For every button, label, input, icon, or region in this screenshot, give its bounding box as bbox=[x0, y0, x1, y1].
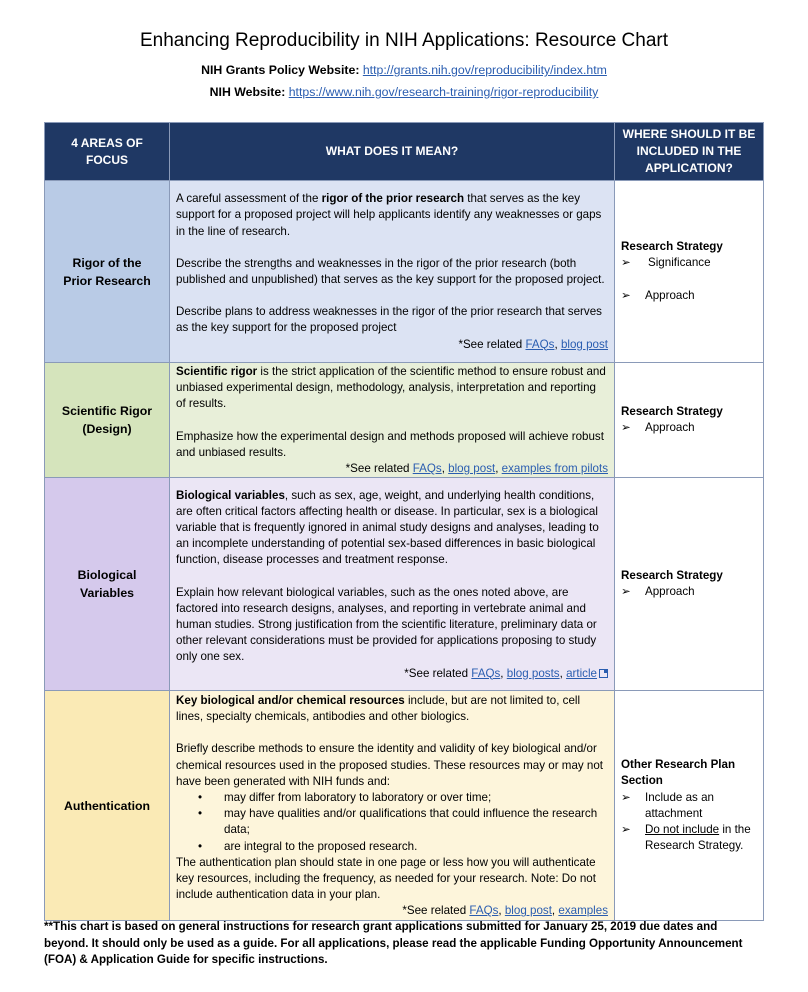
desc-authentication bbox=[170, 691, 615, 921]
list-item bbox=[176, 806, 608, 838]
where-section-title: Other Research Plan Section bbox=[621, 758, 736, 788]
bold-term: rigor of the prior research bbox=[321, 192, 465, 206]
bold-term: Key biological and/or chemical resources bbox=[176, 693, 405, 707]
see-related: *See related FAQs, blog posts, article bbox=[176, 666, 608, 682]
desc-paragraph: Describe plans to address weaknesses in the rigor of the prior research that serves as the key support for the proposed project bbox=[176, 305, 602, 335]
see-prefix: *See related bbox=[458, 337, 526, 351]
where-section-title: Research Strategy bbox=[621, 569, 723, 583]
desc-paragraph: The authentication plan should state in one page or less how you will authenticate key resources, including the frequency, as needed for your research. Note: Do not include authentication data in your plan. bbox=[176, 855, 596, 902]
arrow-bullet-icon: ➢ bbox=[621, 421, 631, 435]
see-prefix: *See related bbox=[402, 904, 470, 918]
desc-paragraph bbox=[176, 488, 608, 569]
blog-post-link[interactable]: blog post bbox=[560, 337, 608, 351]
grants-policy-link[interactable]: http://grants.nih.gov/reproducibility/index.htm bbox=[362, 63, 607, 77]
faqs-link[interactable]: FAQs bbox=[471, 666, 501, 680]
where-item-label: Include as an attachment bbox=[645, 790, 714, 820]
bullet-icon: • bbox=[198, 807, 203, 821]
table-header-row bbox=[45, 123, 764, 181]
see-prefix: *See related bbox=[404, 666, 472, 680]
where-section-title: Research Strategy bbox=[621, 404, 723, 418]
list-item bbox=[176, 839, 608, 855]
page-title: Enhancing Reproducibility in NIH Applications: Resource Chart bbox=[139, 30, 669, 51]
examples-link[interactable]: examples bbox=[558, 904, 608, 918]
desc-paragraph: Describe the strengths and weaknesses in the rigor of the prior research (both published and unpublished) that serves as the key support for the proposed project. bbox=[176, 256, 605, 286]
blog-post-link[interactable]: blog post bbox=[448, 462, 496, 476]
see-related: *See related FAQs, blog post bbox=[458, 337, 608, 351]
where-section-title: Research Strategy bbox=[621, 240, 723, 254]
where-item bbox=[621, 288, 757, 304]
where-item-label: Approach bbox=[645, 585, 695, 599]
area-authentication: Authentication bbox=[45, 691, 170, 921]
arrow-bullet-icon: ➢ bbox=[621, 790, 631, 804]
footer-note: **This chart is based on general instructions for research grant applications submitted for January 25, 2019 due dates and beyond. It should only be used as a guide. For all applications, please read the applicable Funding Opportunity Announcement (FOA) & Application Guide for specific instructions. bbox=[44, 920, 743, 966]
blog-post-link[interactable]: blog post bbox=[504, 904, 552, 918]
article-link[interactable]: article bbox=[566, 666, 597, 680]
nih-website-line bbox=[0, 85, 808, 99]
arrow-bullet-icon: ➢ bbox=[621, 256, 631, 270]
area-biological-variables: Biological Variables bbox=[45, 478, 170, 691]
desc-rigor-prior-research bbox=[170, 181, 615, 363]
desc-paragraph bbox=[176, 693, 608, 725]
area-scientific-rigor: Scientific Rigor (Design) bbox=[45, 363, 170, 478]
table-row bbox=[45, 478, 764, 691]
where-rigor-prior-research bbox=[615, 181, 764, 363]
bullet-icon: • bbox=[198, 839, 203, 853]
area-rigor-prior-research: Rigor of the Prior Research bbox=[45, 181, 170, 363]
text-span: that serves as the key support for a proposed project will help applicants identify any weaknesses or gaps in the line of research. bbox=[176, 192, 602, 238]
arrow-bullet-icon: ➢ bbox=[621, 822, 631, 836]
table-row bbox=[45, 363, 764, 478]
where-item-label: Approach bbox=[645, 288, 695, 302]
arrow-bullet-icon: ➢ bbox=[621, 585, 631, 599]
grants-policy-line bbox=[0, 63, 808, 77]
faqs-link[interactable]: FAQs bbox=[412, 462, 442, 476]
desc-paragraph: Explain how relevant biological variables, such as the ones noted above, are factored into research designs, analyses, and reporting in vertebrate animal and human studies. Strong justification from the scientific literature, preliminary data or other relevant considerations must be provided for applications proposing to study only one sex. bbox=[176, 585, 597, 664]
bullet-icon: • bbox=[198, 790, 203, 804]
see-related: *See related FAQs, blog post, examples bbox=[402, 904, 608, 918]
where-item bbox=[621, 255, 757, 271]
faqs-link[interactable]: FAQs bbox=[525, 337, 555, 351]
grants-policy-label: NIH Grants Policy Website: bbox=[201, 63, 363, 77]
desc-paragraph bbox=[176, 191, 608, 240]
where-item-label: in the Research Strategy. bbox=[645, 822, 751, 853]
faqs-link[interactable]: FAQs bbox=[469, 904, 499, 918]
where-item bbox=[621, 584, 757, 600]
desc-paragraph: Briefly describe methods to ensure the identity and validity of key biological and/or chemical resources used in the proposed studies. These resources may or may not have been generated with NIH funds and: bbox=[176, 742, 604, 788]
bullet-list bbox=[176, 790, 608, 855]
where-item bbox=[621, 790, 757, 822]
list-item-text: may differ from laboratory to laboratory or over time; bbox=[224, 790, 492, 804]
header-areas-of-focus: 4 AREAS OF FOCUS bbox=[45, 123, 170, 181]
where-scientific-rigor bbox=[615, 363, 764, 478]
text-span: A careful assessment of the bbox=[176, 192, 322, 206]
external-link-icon bbox=[599, 669, 608, 678]
text-span: is the strict application of the scientific method to ensure robust and unbiased experimental design, methodology, analysis, interpretation and reporting of results. bbox=[176, 365, 606, 411]
arrow-bullet-icon: ➢ bbox=[621, 288, 631, 302]
table-row bbox=[45, 691, 764, 921]
desc-scientific-rigor bbox=[170, 363, 615, 478]
list-item-text: are integral to the proposed research. bbox=[224, 839, 418, 853]
desc-biological-variables bbox=[170, 478, 615, 691]
nih-website-label: NIH Website: bbox=[209, 85, 289, 99]
where-item-label: Significance bbox=[648, 256, 711, 270]
resource-chart-table bbox=[44, 122, 764, 921]
where-item-underlined: Do not include bbox=[645, 822, 720, 836]
desc-paragraph: Emphasize how the experimental design and methods proposed will achieve robust and unbiased results. bbox=[176, 429, 604, 459]
where-authentication bbox=[615, 691, 764, 921]
where-item bbox=[621, 822, 757, 854]
blog-posts-link[interactable]: blog posts bbox=[506, 666, 560, 680]
list-item-text: may have qualities and/or qualifications that could influence the research data; bbox=[224, 807, 598, 837]
list-item bbox=[176, 790, 608, 806]
nih-website-link[interactable]: https://www.nih.gov/research-training/rigor-reproducibility bbox=[288, 85, 599, 99]
where-item-label: Approach bbox=[645, 421, 695, 435]
where-item bbox=[621, 420, 757, 436]
bold-term: Scientific rigor bbox=[176, 365, 258, 378]
bold-term: Biological variables bbox=[176, 488, 285, 502]
see-prefix: *See related bbox=[345, 462, 413, 476]
header-what-does-it-mean: WHAT DOES IT MEAN? bbox=[170, 123, 615, 181]
header-where-included: WHERE SHOULD IT BE INCLUDED IN THE APPLICATION? bbox=[615, 123, 764, 181]
see-related: *See related FAQs, blog post, examples from pilots bbox=[345, 462, 608, 476]
where-biological-variables bbox=[615, 478, 764, 691]
text-span: , such as sex, age, weight, and underlying health conditions, are often critical factors affecting health or disease. In particular, sex is a biological variable that is frequently ignored in animal study designs and analyses, leading to an incomplete understanding of potential sex-based differences in basic biological function, disease processes and treatment response. bbox=[176, 488, 599, 567]
examples-from-pilots-link[interactable]: examples from pilots bbox=[501, 462, 608, 476]
table-row bbox=[45, 181, 764, 363]
text-span: include, but are not limited to, cell lines, specialty chemicals, antibodies and other biologics. bbox=[176, 693, 581, 724]
desc-paragraph bbox=[176, 364, 608, 413]
